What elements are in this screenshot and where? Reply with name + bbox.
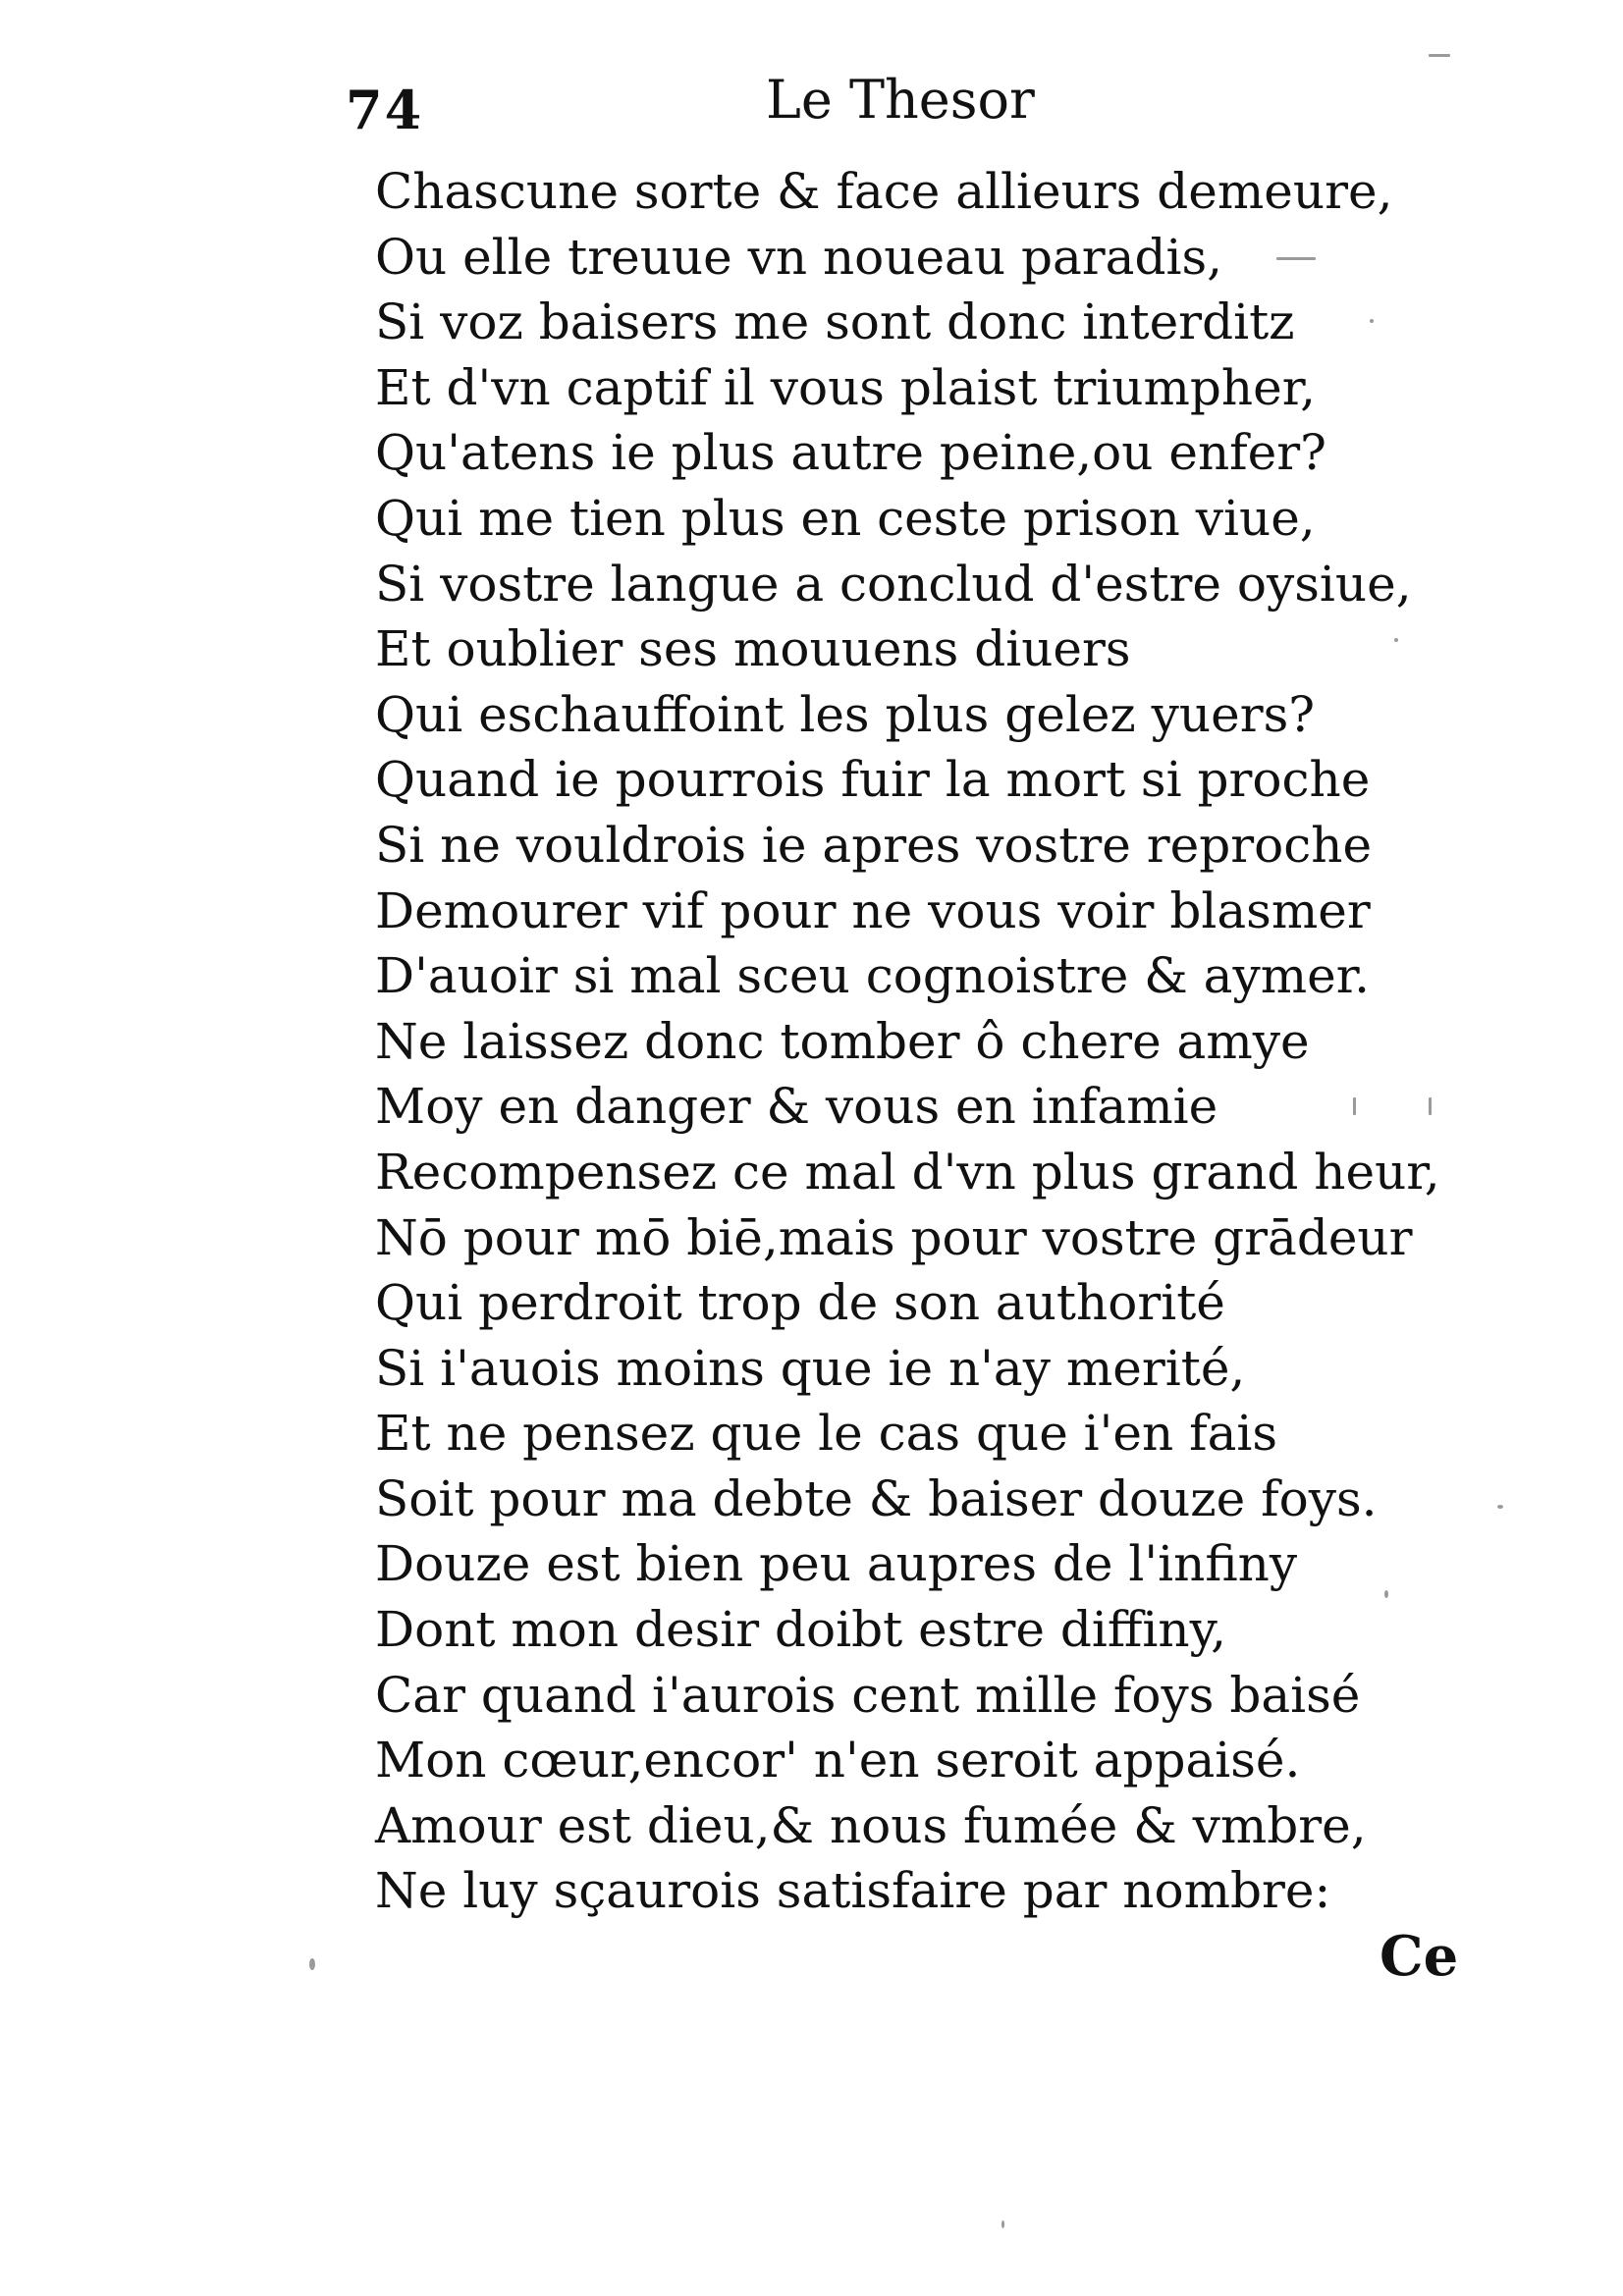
verse-line: Si ne vouldrois ie apres vostre reproche — [375, 816, 1373, 874]
verse-line: Car quand i'aurois cent mille foys baisé — [375, 1666, 1361, 1724]
verse-line: Chascune sorte & face allieurs demeure, — [375, 163, 1393, 220]
verse-line: Douze est bien peu aupres de l'infiny — [375, 1535, 1298, 1593]
verse-line: Qui perdroit trop de son authorité — [375, 1274, 1225, 1332]
verse-line: Demourer vif pour ne vous voir blasmer — [375, 881, 1371, 939]
verse-line: Si i'auois moins que ie n'ay merité, — [375, 1339, 1246, 1397]
verse-line: Et oublier ses mouuens diuers — [375, 620, 1131, 678]
scan-speck — [1497, 1505, 1503, 1509]
verse-line: D'auoir si mal sceu cognoistre & aymer. — [375, 947, 1371, 1005]
verse-line: Qui me tien plus en ceste prison viue, — [375, 489, 1316, 547]
verse-line: Mon cœur,encor' n'en seroit appaisé. — [375, 1732, 1301, 1789]
scan-speck — [1394, 638, 1398, 642]
scan-speck — [1353, 1097, 1356, 1115]
verse-line: Ne luy sçaurois satisfaire par nombre: — [375, 1862, 1331, 1920]
catchword: Ce — [1380, 1924, 1459, 1989]
verse-line: Si vostre langue a conclud d'estre oysiue, — [375, 555, 1412, 613]
scan-speck — [1001, 2220, 1004, 2228]
page-number: 74 — [346, 79, 424, 141]
verse-line: Dont mon desir doibt estre diffiny, — [375, 1601, 1227, 1659]
page-header — [346, 69, 1092, 147]
verse-line: Et ne pensez que le cas que i'en fais — [375, 1405, 1278, 1463]
scan-speck — [1384, 1590, 1388, 1598]
verse-line: Ou elle treuue vn noueau paradis, — [375, 228, 1223, 286]
verse-line: Qu'atens ie plus autre peine,ou enfer? — [375, 424, 1326, 482]
scan-speck — [1429, 54, 1450, 57]
verse-line: Et d'vn captif il vous plaist triumpher, — [375, 358, 1317, 416]
scan-speck — [1429, 1097, 1432, 1115]
verse-line: Moy en danger & vous en infamie — [375, 1078, 1218, 1136]
scan-speck — [309, 1958, 315, 1970]
verse-line: Quand ie pourrois fuir la mort si proche — [375, 751, 1371, 809]
scan-speck — [1276, 257, 1316, 260]
scan-speck — [1370, 319, 1374, 323]
verse-line: Ne laissez donc tomber ô chere amye — [375, 1012, 1310, 1070]
verse-block — [375, 159, 1475, 1924]
running-title: Le Thesor — [766, 69, 1035, 131]
verse-line: Amour est dieu,& nous fumée & vmbre, — [375, 1796, 1367, 1854]
verse-line: Soit pour ma debte & baiser douze foys. — [375, 1469, 1378, 1527]
verse-line: Nō pour mō biē,mais pour vostre grādeur — [375, 1208, 1413, 1266]
verse-line: Si voz baisers me sont donc interditz — [375, 294, 1295, 351]
verse-line: Qui eschauffoint les plus gelez yuers? — [375, 685, 1316, 743]
verse-line: Recompensez ce mal d'vn plus grand heur, — [375, 1143, 1440, 1201]
